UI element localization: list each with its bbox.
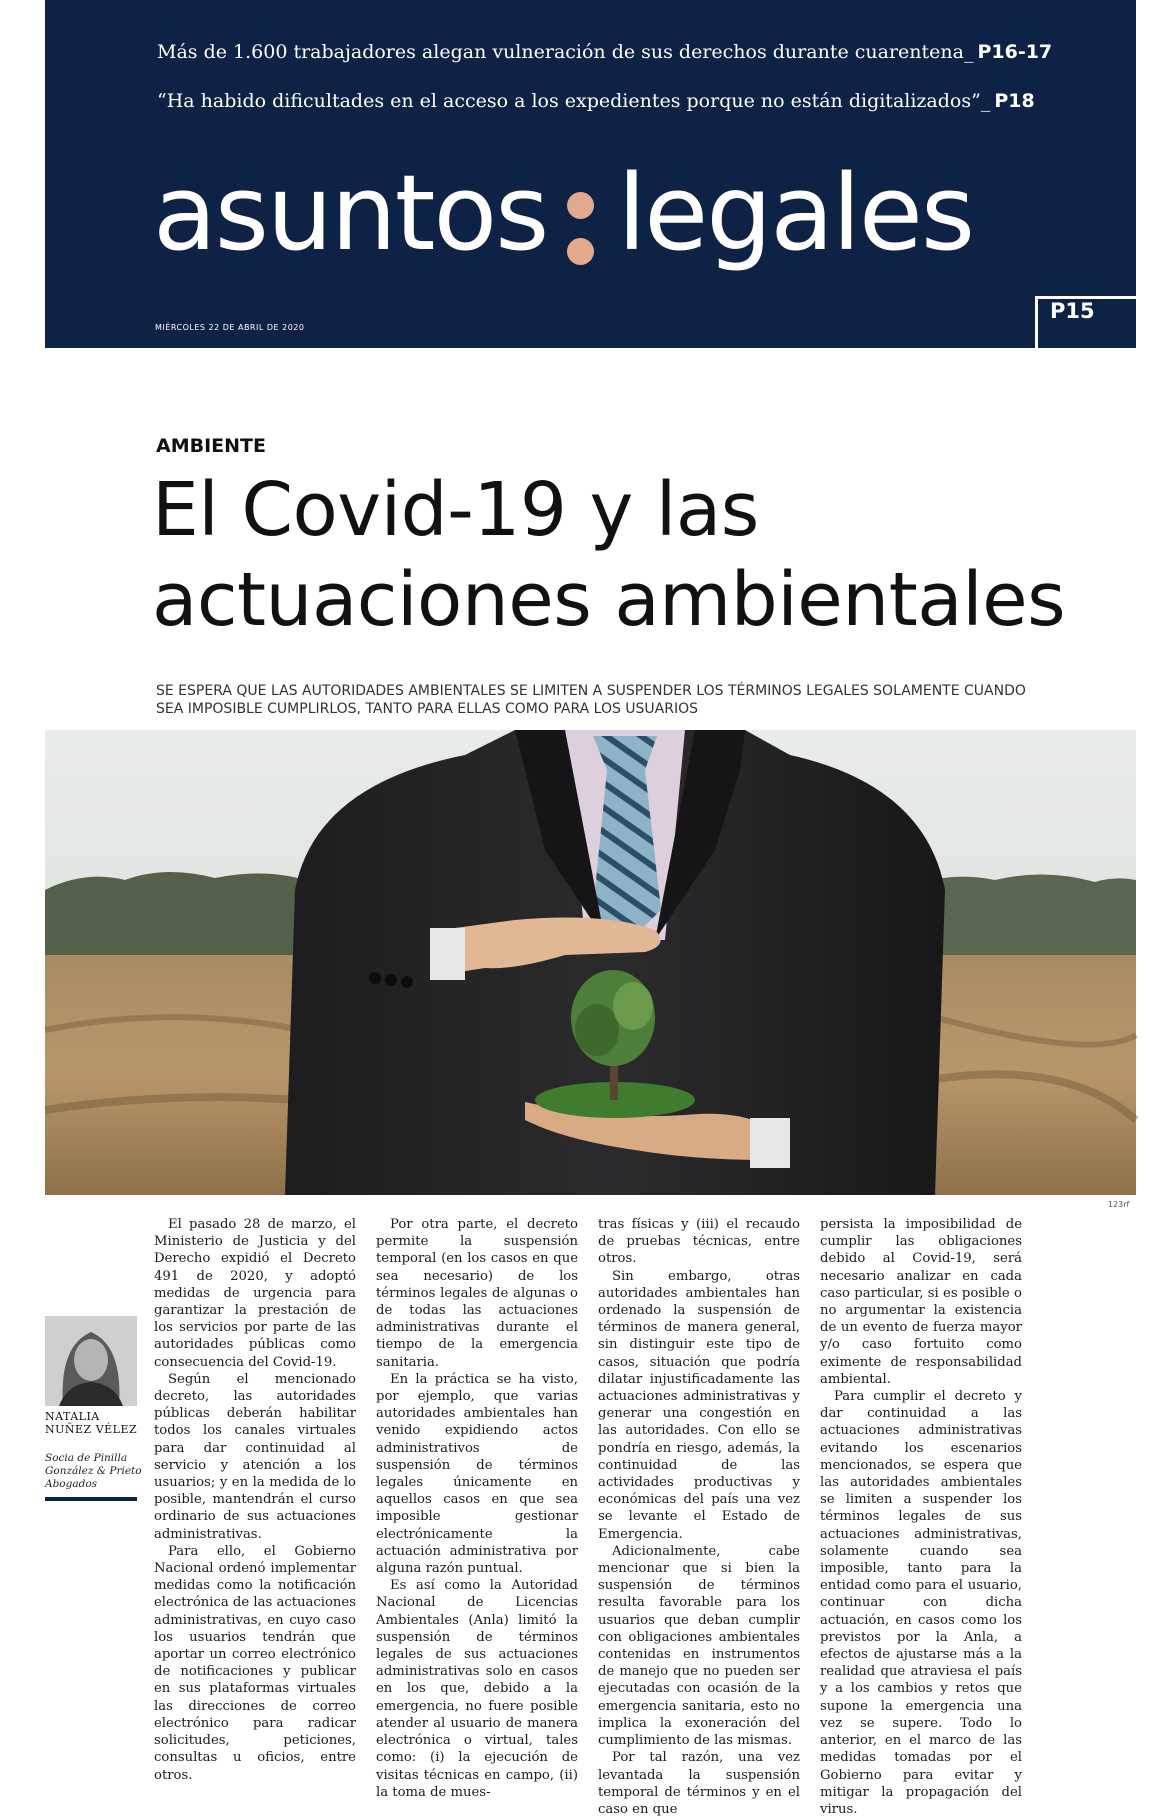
teaser-link-expedientes[interactable] xyxy=(157,90,1035,112)
headline-line-2: actuaciones ambientales xyxy=(152,557,1066,643)
masthead xyxy=(45,0,1136,348)
teaser-link-labor[interactable] xyxy=(157,41,1052,63)
lead-photo xyxy=(45,730,1136,1195)
logo-word-left: asuntos xyxy=(153,152,548,274)
paragraph: Sin embargo, otras autoridades ambientales han ordenado la suspensión de términos de manera general, sin distinguir este tipo de casos, situación que podría dilatar injustificadamente las actuaciones administrativas y generar una congestión en las autoridades. Con ello se pondría en riesgo, además, la continuidad de las actividades productivas y económicas del país una vez se levante el Estado de Emergencia. xyxy=(598,1268,800,1542)
paragraph: persista la imposibilidad de cumplir las obligaciones debido al Covid-19, será necesario analizar en cada caso particular, si es posible o no argumentar la existencia de un evento de fuerza mayor y/o caso fortuito como eximente de responsabilidad ambiental. xyxy=(820,1217,1022,1387)
subheadline: SE ESPERA QUE LAS AUTORIDADES AMBIENTALES SE LIMITEN A SUSPENDER LOS TÉRMINOS LEGALES SOLAMENTE CUANDO SEA IMPOSIBLE CUMPLIRLOS, TANTO PARA ELLAS COMO PARA LOS USUARIOS xyxy=(156,683,1026,717)
article-column-2 xyxy=(376,1216,578,1800)
teaser-text: Más de 1.600 trabajadores alegan vulneración de sus derechos durante cuarentena_ xyxy=(157,41,974,63)
page-number: P15 xyxy=(1050,299,1095,323)
paragraph: Es así como la Autoridad Nacional de Licencias Ambientales (Anla) limitó la suspensión de términos legales de sus actuaciones administrativas solo en casos en los que, debido a la emergencia, no fuere posible atender al usuario de manera electrónica o virtual, tales como: (i) la ejecución de visitas técnicas en campo, (ii) la toma de mues- xyxy=(376,1578,578,1800)
headline-line-1: El Covid-19 y las xyxy=(152,467,759,553)
photo-credit: 123rf xyxy=(1108,1200,1130,1209)
article-column-1 xyxy=(154,1216,356,1783)
author-divider xyxy=(45,1497,137,1501)
teaser-text: “Ha habido dificultades en el acceso a los expedientes porque no están digitalizados”_ xyxy=(157,90,991,112)
page-number-box xyxy=(1035,296,1136,348)
author-name: NATALIA NUÑEZ VÉLEZ xyxy=(45,1410,138,1436)
paragraph: Para cumplir el decreto y dar continuidad a las actuaciones administrativas evitando los escenarios mencionados, se espera que las autoridades ambientales se limiten a suspender los términos legales de sus actuaciones administrativas, solamente cuando sea imposible, tanto para la entidad como para el usuario, continuar con dicha actuación, en casos como los previstos por la Anla, a efectos de ajustarse más a la realidad que atraviesa el país y a los cambios y retos que supone la emergencia una vez se supere. Todo lo anterior, en el marco de las medidas tomadas por el Gobierno para evitar y mitigar la propagación del virus. xyxy=(820,1389,1022,1817)
logo-colon-icon xyxy=(555,176,607,266)
teaser-page-ref: P18 xyxy=(994,90,1035,112)
publication-logo xyxy=(153,148,973,278)
paragraph: Por otra parte, el decreto permite la suspensión temporal (en los casos en que sea necesario) de los términos legales de algunas o de todas las actuaciones administrativas durante el tiempo de la emergencia sanitaria. xyxy=(376,1217,578,1370)
author-role: Socia de Pinilla González & Prieto Abogados xyxy=(45,1452,142,1490)
issue-date: MIÉRCOLES 22 DE ABRIL DE 2020 xyxy=(155,323,305,332)
paragraph: Según el mencionado decreto, las autoridades públicas deberán habilitar todos los canales virtuales para dar continuidad al servicio y atención a los usuarios; y en la medida de lo posible, mantendrán el curso ordinario de sus actuaciones administrativas. xyxy=(154,1371,356,1542)
paragraph: En la práctica se ha visto, por ejemplo, que varias autoridades ambientales han venido expidiendo actos administrativos de suspensión de términos legales únicamente en aquellos casos en que sea imposible gestionar electrónicamente la actuación administrativa por alguna razón puntual. xyxy=(376,1371,578,1577)
paragraph: Adicionalmente, cabe mencionar que si bien la suspensión de términos resulta favorable para los usuarios que deban cumplir con obligaciones ambientales contenidas en instrumentos de manejo que no pueden ser ejecutadas con ocasión de la emergencia sanitaria, esto no implica la exoneración del cumplimiento de las mismas. xyxy=(598,1543,800,1749)
teaser-page-ref: P16-17 xyxy=(977,41,1053,63)
article-column-3 xyxy=(598,1216,800,1817)
headline xyxy=(152,465,1132,645)
article-column-4 xyxy=(820,1216,1022,1817)
author-photo xyxy=(45,1316,137,1406)
logo-word-right: legales xyxy=(617,152,974,274)
paragraph: Para ello, el Gobierno Nacional ordenó implementar medidas como la notificación electrónica de las actuaciones administrativas, en cuyo caso los usuarios tendrán que aportar un correo electrónico de notificaciones y publicar en sus plataformas virtuales las direcciones de correo electrónico para radicar solicitudes, peticiones, consultas u oficios, entre otros. xyxy=(154,1543,356,1783)
paragraph: El pasado 28 de marzo, el Ministerio de Justicia y del Derecho expidió el Decreto 491 de 2020, y adoptó medidas de urgencia para garantizar la prestación de los servicios por parte de las autoridades públicas como consecuencia del Covid-19. xyxy=(154,1217,356,1370)
paragraph: tras físicas y (iii) el recaudo de pruebas técnicas, entre otros. xyxy=(598,1217,800,1267)
paragraph: Por tal razón, una vez levantada la suspensión temporal de términos y en el caso en que xyxy=(598,1750,800,1817)
section-label: AMBIENTE xyxy=(156,435,266,457)
